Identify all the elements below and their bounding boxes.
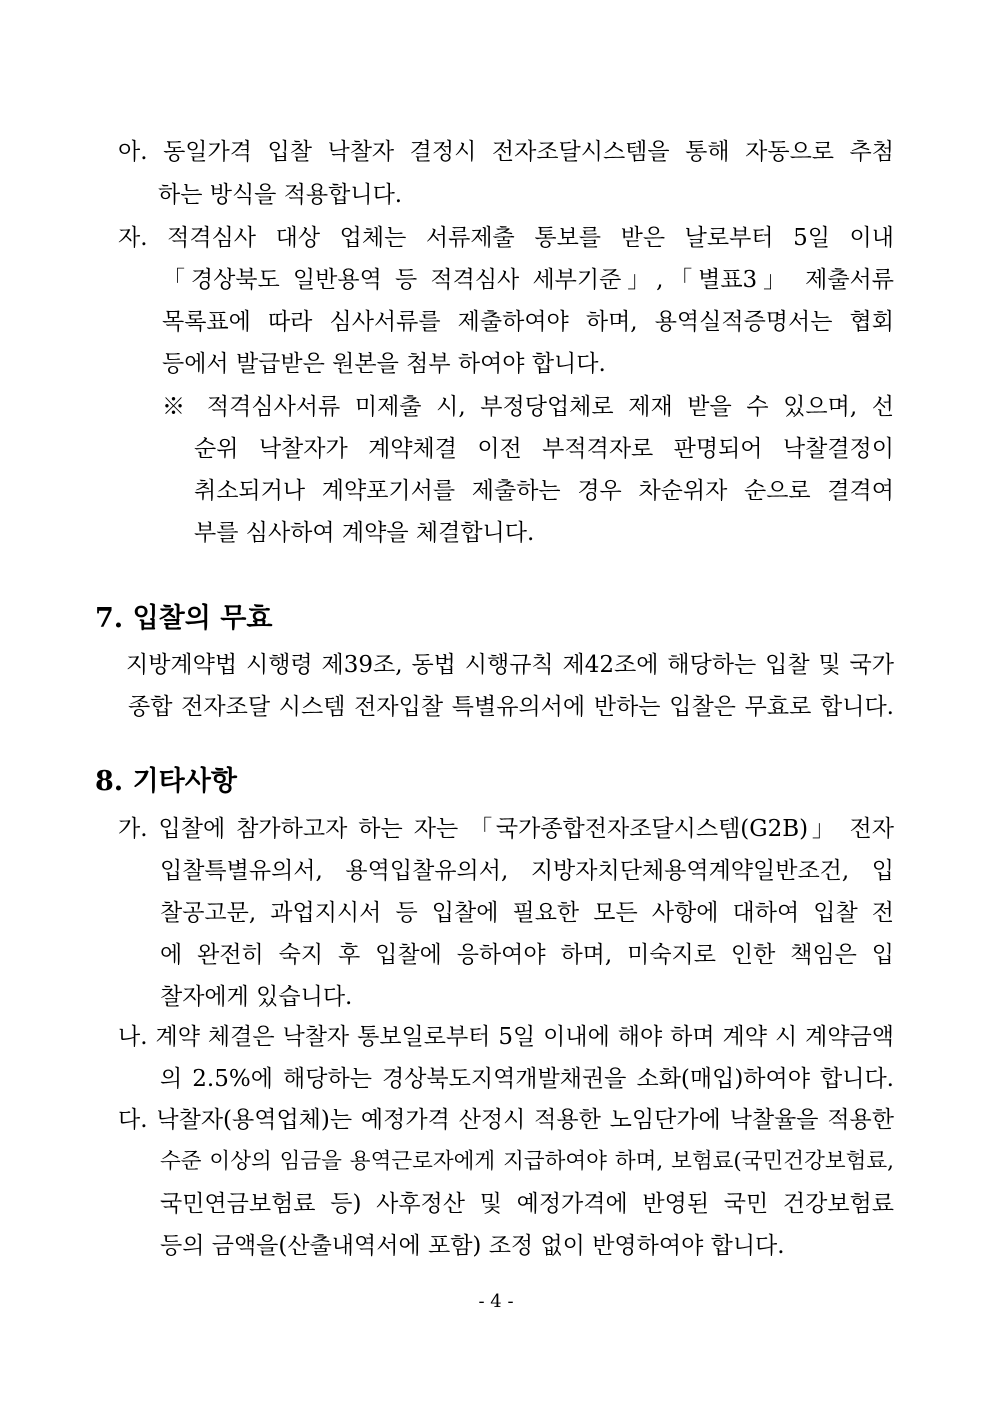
item-ga-line-2: 입찰특별유의서, 용역입찰유의서, 지방자치단체용역계약일반조건, 입 <box>160 858 894 884</box>
section-7-line-1: 지방계약법 시행령 제39조, 동법 시행규칙 제42조에 해당하는 입찰 및 국가 <box>126 652 894 678</box>
item-ja-line-1: 자. 적격심사 대상 업체는 서류제출 통보를 받은 날로부터 5일 이내 <box>118 225 894 251</box>
section-7-line-2: 종합 전자조달 시스템 전자입찰 특별유의서에 반하는 입찰은 무효로 합니다. <box>128 694 894 720</box>
item-ga-line-3: 찰공고문, 과업지시서 등 입찰에 필요한 모든 사항에 대하여 입찰 전 <box>160 900 894 926</box>
item-da-line-4: 등의 금액을(산출내역서에 포함) 조정 없이 반영하여야 합니다. <box>160 1233 785 1259</box>
item-ja-line-3: 목록표에 따라 심사서류를 제출하여야 하며, 용역실적증명서는 협회 <box>162 309 894 335</box>
item-ja-line-4: 등에서 발급받은 원본을 첨부 하여야 합니다. <box>162 351 606 377</box>
item-na-line-1: 나. 계약 체결은 낙찰자 통보일로부터 5일 이내에 해야 하며 계약 시 계약금액 <box>118 1024 894 1050</box>
section-8-heading: 8. 기타사항 <box>95 766 237 797</box>
item-ga-line-1: 가. 입찰에 참가하고자 하는 자는 「국가종합전자조달시스템(G2B)」 전자 <box>118 816 894 842</box>
note-line-3: 취소되거나 계약포기서를 제출하는 경우 차순위자 순으로 결격여 <box>194 478 894 504</box>
item-ga-line-4: 에 완전히 숙지 후 입찰에 응하여야 하며, 미숙지로 인한 책임은 입 <box>160 942 894 968</box>
section-7-heading: 7. 입찰의 무효 <box>95 603 273 634</box>
item-da-line-2: 수준 이상의 임금을 용역근로자에게 지급하여야 하며, 보험료(국민건강보험료, <box>160 1149 894 1174</box>
note-line-4: 부를 심사하여 계약을 체결합니다. <box>194 520 535 546</box>
item-a-line-1: 아. 동일가격 입찰 낙찰자 결정시 전자조달시스템을 통해 자동으로 추첨 <box>118 139 894 165</box>
item-da-line-1: 다. 낙찰자(용역업체)는 예정가격 산정시 적용한 노임단가에 낙찰율을 적용한 <box>118 1107 894 1133</box>
item-ga-line-5: 찰자에게 있습니다. <box>160 984 353 1010</box>
item-da-line-3: 국민연금보험료 등) 사후정산 및 예정가격에 반영된 국민 건강보험료 <box>160 1191 894 1217</box>
note-line-2: 순위 낙찰자가 계약체결 이전 부적격자로 판명되어 낙찰결정이 <box>194 436 894 462</box>
page-number: - 4 - <box>478 1291 514 1312</box>
item-a-line-2: 하는 방식을 적용합니다. <box>158 182 403 208</box>
item-ja-line-2: 「경상북도 일반용역 등 적격심사 세부기준」,「별표3」 제출서류 <box>162 267 894 293</box>
item-na-line-2: 의 2.5%에 해당하는 경상북도지역개발채권을 소화(매입)하여야 합니다. <box>160 1066 894 1092</box>
note-line-1: ※ 적격심사서류 미제출 시, 부정당업체로 제재 받을 수 있으며, 선 <box>162 394 894 420</box>
